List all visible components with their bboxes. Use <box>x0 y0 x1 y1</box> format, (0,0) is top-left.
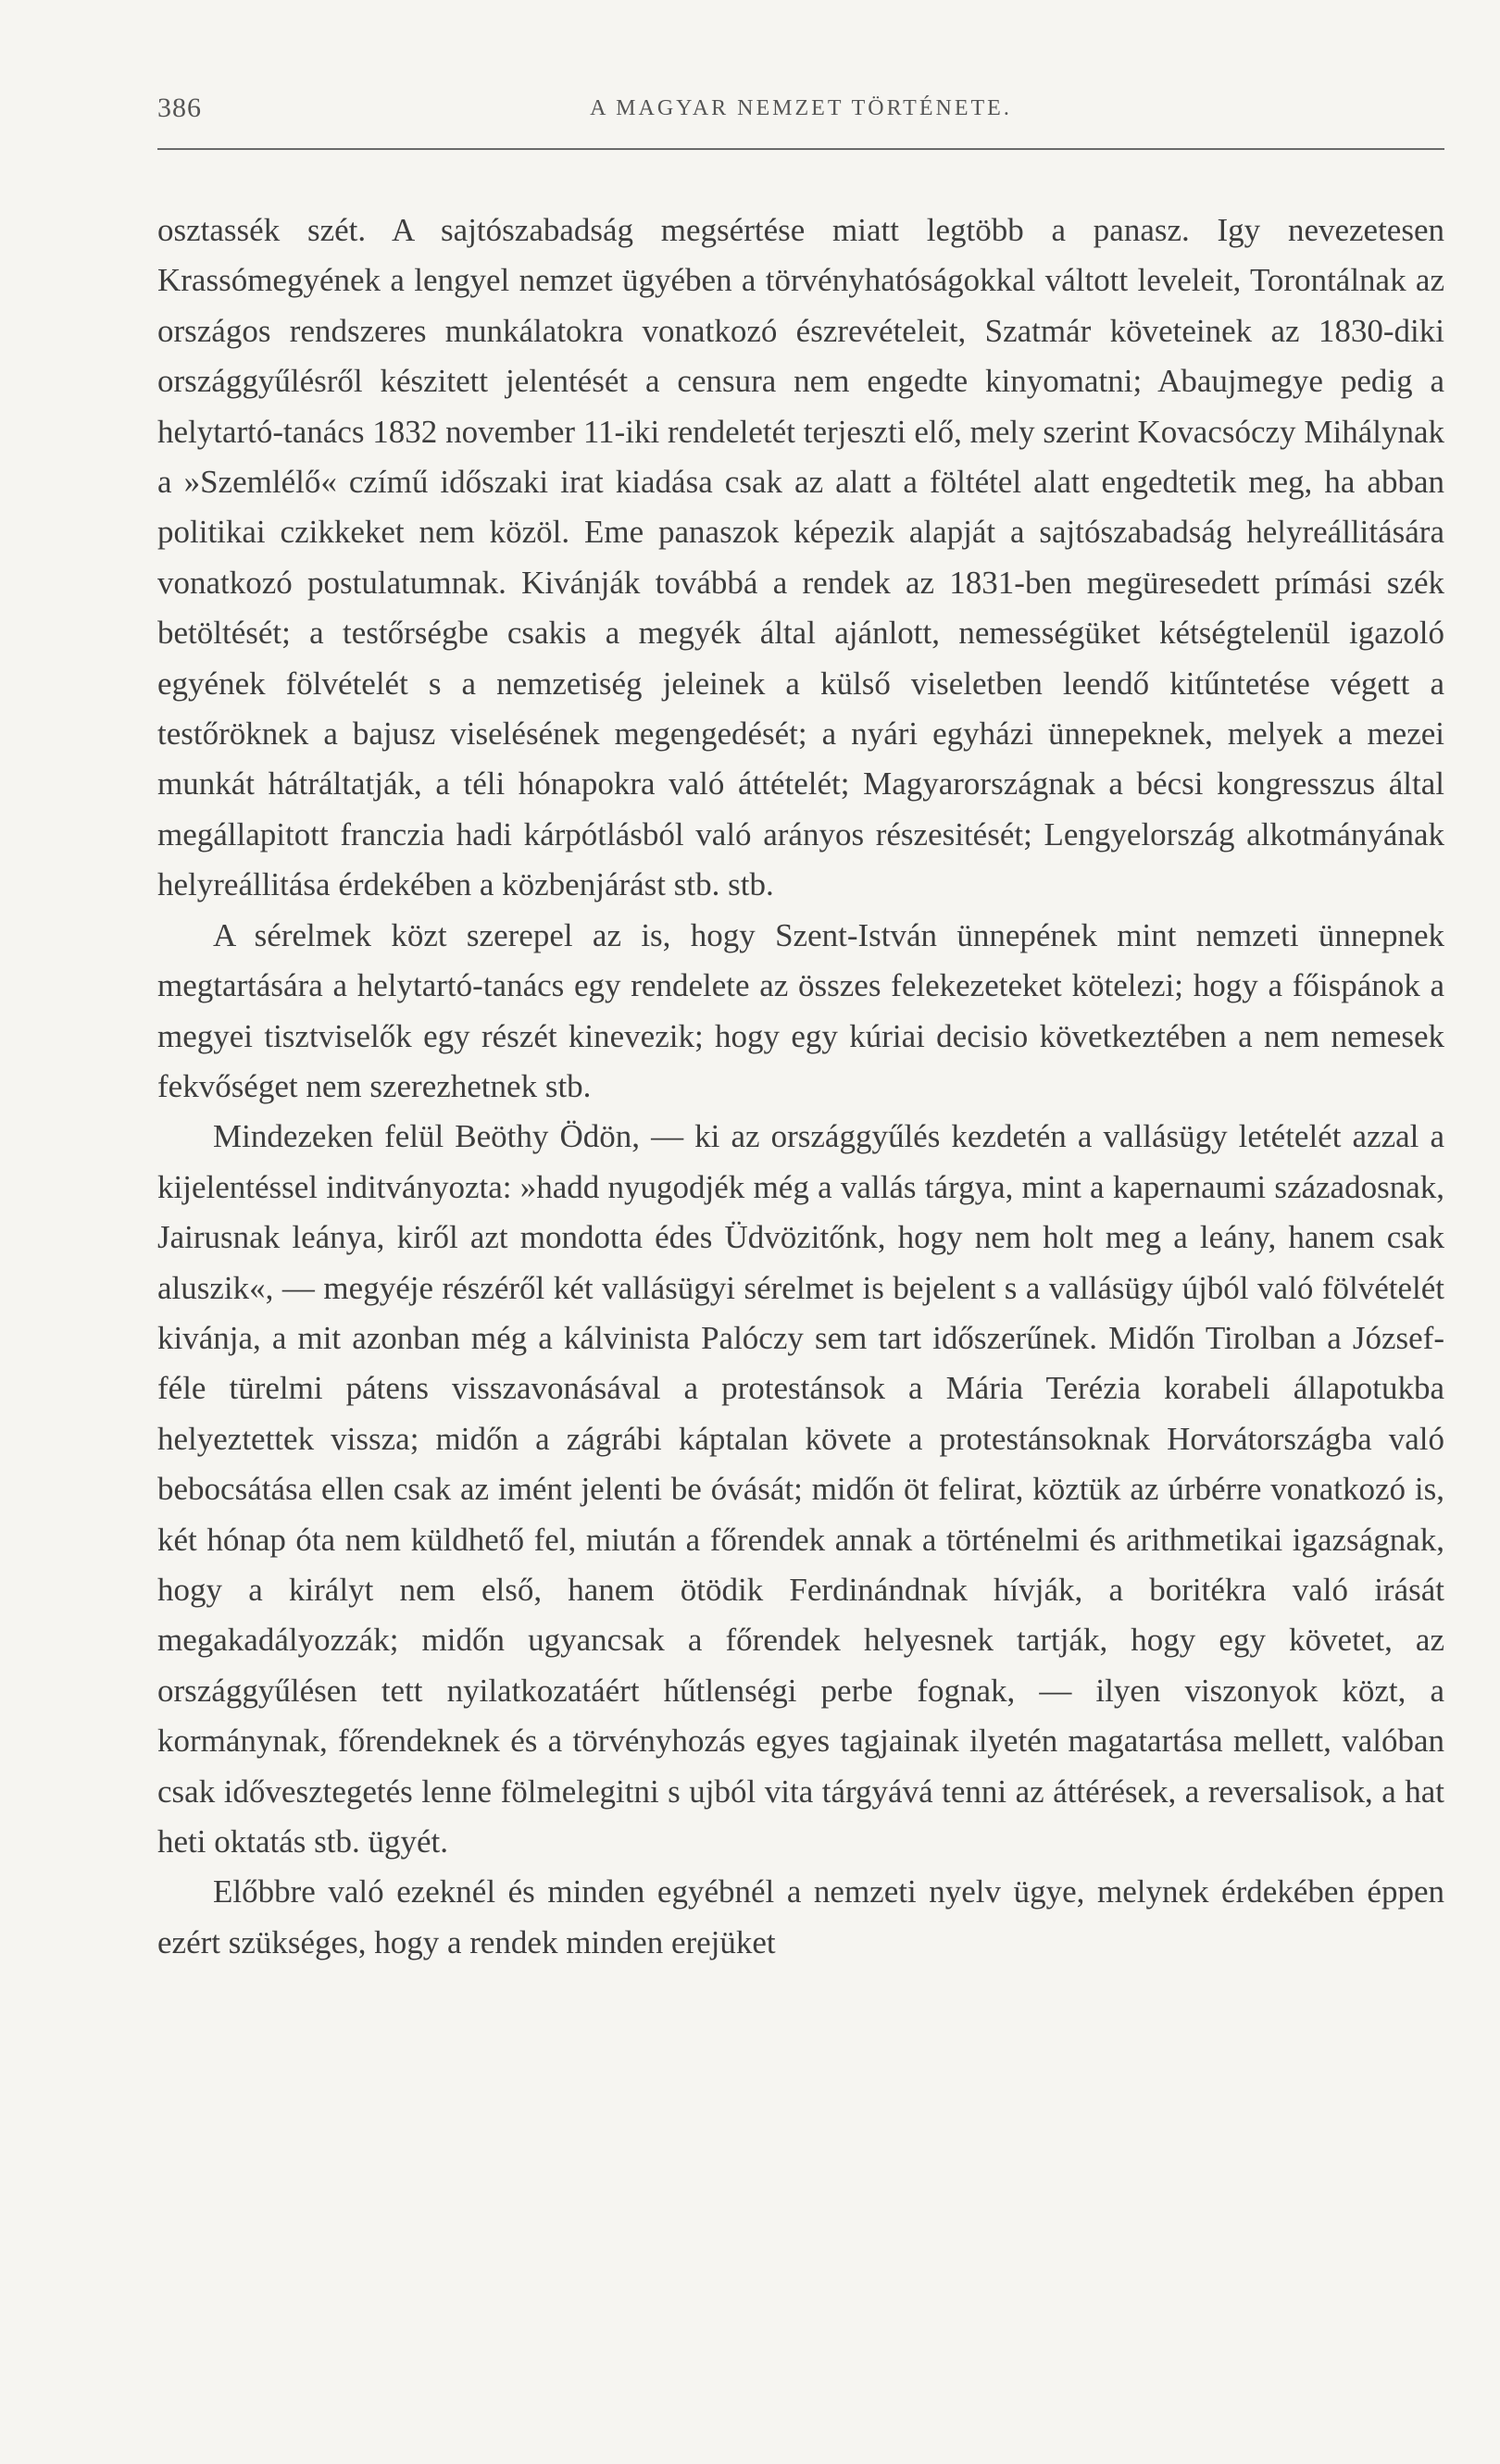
running-title: A MAGYAR NEMZET TÖRTÉNETE. <box>590 96 1012 120</box>
paragraph-national-language: Előbbre való ezeknél és minden egyébnél a nemzeti nyelv ügye, melynek érdekében éppen ezért szükséges, hogy a rendek minden erejüket <box>157 1873 1444 1960</box>
page-header <box>157 93 1444 150</box>
paragraph-press-freedom: osztassék szét. A sajtószabadság megsértése miatt legtöbb a panasz. Igy nevezetesen Krassómegyének a lengyel nemzet ügyében a törvényhatóságokkal váltott leveleit, Torontálnak az országos rendszeres munkálatokra vonatkozó észrevételeit, Szatmár követeinek az 1830-diki országgyűlésről készitett jelentését a censura nem engedte kinyomatni; Abaujmegye pedig a helytartó-tanács 1832 november 11-iki rendeletét terjeszti elő, mely szerint Kovacsóczy Mihálynak a »Szemlélő« czímű időszaki irat kiadása csak az alatt a föltétel alatt engedtetik meg, ha abban politikai czikkeket nem közöl. Eme panaszok képezik alapját a sajtószabadság helyreállitására vonatkozó postulatumnak. Kivánják továbbá a rendek az 1831-ben megüresedett prímási szék betöltését; a testőrségbe csakis a megyék által ajánlott, nemességüket kétségtelenül igazoló egyének fölvételét s a nemzetiség jeleinek a külső viseletben leendő kitűntetése végett a testőröknek a bajusz viselésének megengedését; a nyári egyházi ünnepeknek, melyek a mezei munkát hátráltatják, a téli hónapokra való áttételét; Magyarországnak a bécsi kongresszus által megállapitott franczia hadi kárpótlásból való arányos részesitését; Lengyelország alkotmányának helyreállitása érdekében a közbenjárást stb. stb. <box>157 212 1444 903</box>
paragraph-religion: Mindezeken felül Beöthy Ödön, — ki az országgyűlés kezdetén a vallásügy letételét azzal a kijelentéssel inditványozta: »hadd nyugodjék még a vallás tárgya, mint a kapernaumi századosnak, Jairusnak leánya, kiről azt mondotta édes Üdvözitőnk, hogy nem holt meg a leány, hanem csak aluszik«, — megyéje részéről két vallásügyi sérelmet is bejelent s a vallásügy újból való fölvételét kivánja, a mit azonban még a kálvinista Palóczy sem tart időszerűnek. Midőn Tirolban a József-féle türelmi pátens visszavonásával a protestánsok a Mária Terézia korabeli állapotukba helyeztettek vissza; midőn a zágrábi káptalan követe a protestánsoknak Horvátországba való bebocsátása ellen csak az imént jelenti be óvását; midőn öt felirat, köztük az úrbérre vonatkozó is, két hónap óta nem küldhető fel, miután a főrendek annak a történelmi és arithmetikai igazságnak, hogy a királyt nem első, hanem ötödik Ferdinándnak hívják, a boritékra való irását megakadályozzák; midőn ugyancsak a főrendek helyesnek tartják, hogy egy követet, az országgyűlésen tett nyilatkozatáért hűtlenségi perbe fognak, — ilyen viszonyok közt, a kormánynak, főrendeknek és a törvényhozás egyes tagjainak ilyetén magatartása mellett, valóban csak idővesztegetés lenne fölmelegitni s ujból vita tárgyává tenni az áttérések, a reversalisok, a hat heti oktatás stb. ügyét. <box>157 1118 1444 1860</box>
body-text <box>157 205 1444 1968</box>
page-number: 386 <box>157 93 202 123</box>
paragraph-grievances: A sérelmek közt szerepel az is, hogy Szent-István ünnepének mint nemzeti ünnepnek megtartására a helytartó-tanács egy rendelete az összes felekezeteket kötelezi; hogy a főispánok a megyei tisztviselők egy részét kinevezik; hogy egy kúriai decisio következtében a nem nemesek fekvőséget nem szerezhetnek stb. <box>157 916 1444 1104</box>
